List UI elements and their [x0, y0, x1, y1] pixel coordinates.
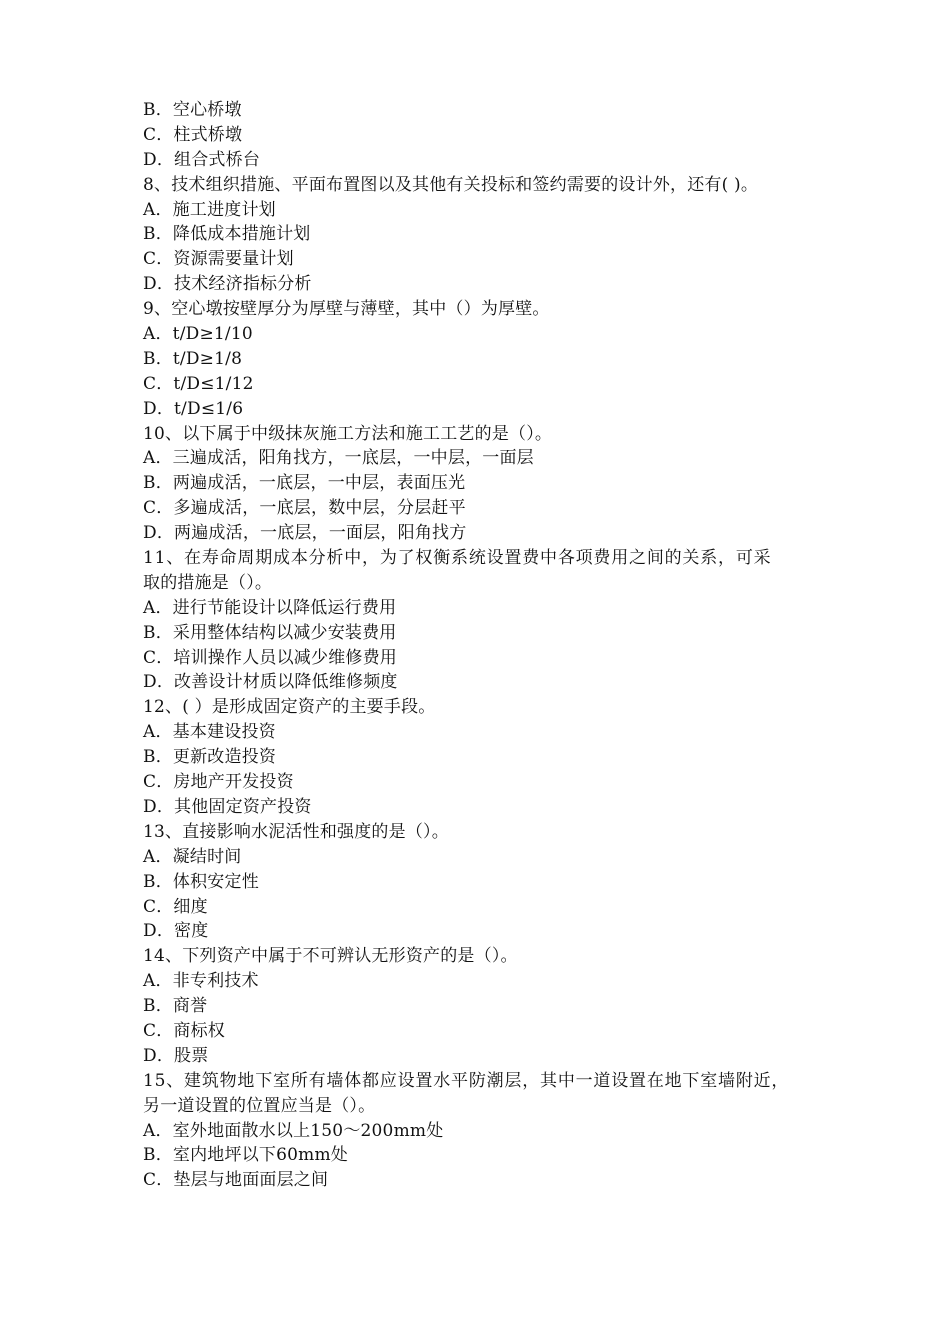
option-text: D．改善设计材质以降低维修频度 — [143, 672, 398, 693]
option-text: B．体积安定性 — [143, 871, 259, 892]
option-text: B．降低成本措施计划 — [143, 224, 311, 245]
option-text: A．进行节能设计以降低运行费用 — [143, 597, 397, 618]
option-text: C．资源需要量计划 — [143, 249, 294, 270]
question-text: 12、( ）是形成固定资产的主要手段。 — [143, 697, 436, 718]
option-text: B．更新改造投资 — [143, 747, 277, 768]
text-line: 取的措施是（）。 — [143, 572, 273, 593]
option-text: B．室内地坪以下60mm处 — [143, 1145, 348, 1166]
option-text: C．商标权 — [143, 1020, 226, 1041]
option-text: D．其他固定资产投资 — [143, 796, 312, 817]
question-text: 15、建筑物地下室所有墙体都应设置水平防潮层，其中一道设置在地下室墙附近， — [143, 1070, 790, 1091]
option-text: C．房地产开发投资 — [143, 772, 294, 793]
option-text: D．密度 — [143, 921, 209, 942]
question-text: 10、以下属于中级抹灰施工方法和施工工艺的是（）。 — [143, 423, 553, 444]
question-text: 9、空心墩按壁厚分为厚壁与薄壁，其中（）为厚壁。 — [143, 299, 550, 320]
option-text: B．空心桥墩 — [143, 100, 242, 120]
option-text: A．凝结时间 — [143, 846, 242, 867]
option-text: A．三遍成活，阳角找方，一底层，一中层，一面层 — [143, 448, 534, 469]
option-text: C．细度 — [143, 896, 208, 917]
question-text: 8、技术组织措施、平面布置图以及其他有关投标和签约需要的设计外，还有( )。 — [143, 174, 759, 195]
option-text: B．t/D≥1/8 — [143, 348, 243, 369]
option-text: C．柱式桥墩 — [143, 124, 243, 145]
option-text: D．t/D≤1/6 — [143, 398, 244, 419]
document-body — [143, 98, 813, 1193]
option-text: B．两遍成活，一底层，一中层，表面压光 — [143, 473, 466, 494]
option-text: C．t/D≤1/12 — [143, 373, 254, 394]
option-text: B．采用整体结构以减少安装费用 — [143, 622, 397, 643]
option-text: A．t/D≥1/10 — [143, 324, 253, 345]
option-text: A．基本建设投资 — [143, 722, 276, 743]
option-text: D．两遍成活，一底层，一面层，阳角找方 — [143, 523, 467, 544]
option-text: D．技术经济指标分析 — [143, 274, 312, 295]
option-text: C．多遍成活，一底层，数中层，分层赶平 — [143, 498, 466, 519]
option-text: C．垫层与地面面层之间 — [143, 1170, 329, 1191]
question-text: 14、下列资产中属于不可辨认无形资产的是（）。 — [143, 946, 518, 967]
option-text: C．培训操作人员以减少维修费用 — [143, 647, 398, 668]
option-text: D．股票 — [143, 1045, 209, 1066]
option-text: A．施工进度计划 — [143, 199, 276, 220]
question-text: 13、直接影响水泥活性和强度的是（）。 — [143, 821, 449, 842]
option-text: A．非专利技术 — [143, 971, 259, 992]
text-line: 另一道设置的位置应当是（）。 — [143, 1095, 376, 1116]
option-text: D．组合式桥台 — [143, 149, 261, 170]
question-text: 11、在寿命周期成本分析中，为了权衡系统设置费中各项费用之间的关系，可采 — [143, 548, 772, 569]
option-text: B．商誉 — [143, 996, 208, 1017]
option-text: A．室外地面散水以上150～200mm处 — [143, 1120, 444, 1141]
